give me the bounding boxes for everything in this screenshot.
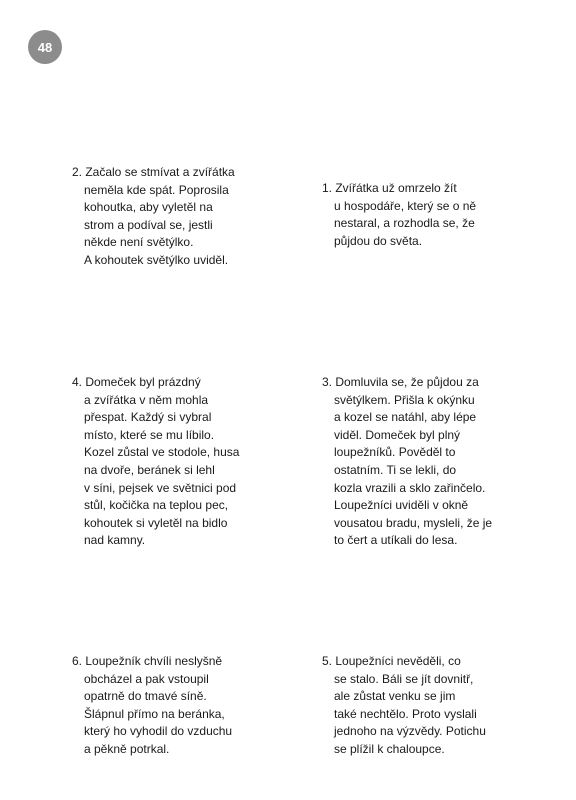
story-line: stůl, kočička na teplou pec, xyxy=(84,498,229,513)
story-card-3 xyxy=(322,374,492,550)
story-line: se stalo. Báli se jít dovnitř, xyxy=(334,671,474,686)
story-card-1 xyxy=(322,180,476,250)
story-line: Šlápnul přímo na beránka, xyxy=(84,706,225,721)
story-line: strom a podíval se, jestli xyxy=(84,217,213,232)
story-line: také nechtělo. Proto vyslali xyxy=(334,706,477,721)
story-line: nestaral, a rozhodla se, že xyxy=(334,216,475,231)
story-line: a pěkně potrkal. xyxy=(84,741,170,756)
story-line: opatrně do tmavé síně. xyxy=(84,689,207,704)
story-line: Kozel zůstal ve stodole, husa xyxy=(84,445,240,460)
story-line: místo, které se mu líbilo. xyxy=(84,427,215,442)
story-line: to čert a utíkali do lesa. xyxy=(334,533,458,548)
story-line: neměla kde spát. Poprosila xyxy=(84,182,229,197)
story-line: 5. Loupežníci nevěděli, co xyxy=(322,654,461,668)
story-card-2 xyxy=(72,164,235,270)
story-line: jednoho na výzvědy. Potichu xyxy=(334,724,486,739)
story-line: 3. Domluvila se, že půjdou za xyxy=(322,375,479,389)
story-line: loupežníků. Pověděl to xyxy=(334,445,456,460)
story-line: půjdou do světa. xyxy=(334,233,423,248)
story-line: 2. Začalo se stmívat a zvířátka xyxy=(72,165,235,179)
story-line: na dvoře, beránek si lehl xyxy=(84,462,215,477)
story-line: u hospodáře, který se o ně xyxy=(334,198,477,213)
story-line: 6. Loupežník chvíli neslyšně xyxy=(72,654,223,668)
story-line: přespat. Každý si vybral xyxy=(84,410,212,425)
story-line: v síni, pejsek ve světnici pod xyxy=(84,480,237,495)
page-number-badge: 48 xyxy=(28,30,62,64)
story-line: se plížil k chaloupce. xyxy=(334,741,445,756)
story-line: který ho vyhodil do vzduchu xyxy=(84,724,233,739)
story-line: a zvířátka v něm mohla xyxy=(84,392,209,407)
story-line: světýlkem. Přišla k okýnku xyxy=(334,392,475,407)
story-card-6 xyxy=(72,653,232,759)
story-line: kohoutek si vyletěl na bidlo xyxy=(84,515,228,530)
story-line: vousatou bradu, mysleli, že je xyxy=(334,515,493,530)
story-line: někde není světýlko. xyxy=(84,235,194,250)
story-line: obcházel a pak vstoupil xyxy=(84,671,209,686)
story-line: 1. Zvířátka už omrzelo žít xyxy=(322,181,457,195)
story-line: ale zůstat venku se jim xyxy=(334,689,456,704)
story-line: 4. Domeček byl prázdný xyxy=(72,375,201,389)
story-line: kohoutka, aby vyletěl na xyxy=(84,200,213,215)
story-line: viděl. Domeček byl plný xyxy=(334,427,461,442)
story-line: a kozel se natáhl, aby lépe xyxy=(334,410,477,425)
story-card-5 xyxy=(322,653,486,759)
story-line: nad kamny. xyxy=(84,533,146,548)
story-line: kozla vrazili a sklo zařinčelo. xyxy=(334,480,486,495)
story-line: Loupežníci uviděli v okně xyxy=(334,498,469,513)
story-card-4 xyxy=(72,374,239,550)
story-line: A kohoutek světýlko uviděl. xyxy=(84,252,229,267)
story-line: ostatním. Ti se lekli, do xyxy=(334,462,457,477)
